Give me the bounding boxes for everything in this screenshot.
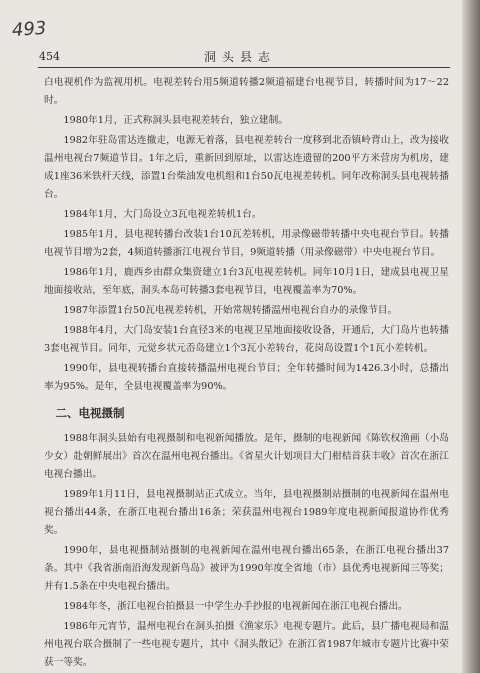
book-spine-edge	[462, 0, 480, 673]
section-heading: 二、电视摄制	[55, 406, 125, 420]
paragraph: 1985年1月，县电视转播台改装1台10瓦差转机，用录像磁带转播中央电视台节目。转播电视节目增为2套，4频道转播浙江电视台节目，9频道转播（用录像磁带）中央电视台节目。	[44, 229, 449, 258]
section-paragraph: 1990年，县电视摄制站摄制的电视新闻在温州电视台播出65条，在浙江电视台播出37条。其中《我省浙南沿海发现新鸟岛》被评为1990年度全省地（市）县优秀电视新闻三等奖；并有1.5条在中央电视台播出。	[44, 545, 449, 592]
paragraph: 1987年添置1台50瓦电视差转机，开始常规转播温州电视台自办的录像节目。	[63, 305, 398, 316]
paragraph: 1982年驻岛雷达连撤走，电源无着落，县电视差转台一度移到北岙镇岭背山上，改为接收温州电视台7频道节目。1年之后，重新回到原址，以雷达连遗留的200平方米营房为机房，建成1座36米铁杆天线，添置1台柴油发电机组和1台50瓦电视差转机。同年改称洞头县电视转播台。	[44, 135, 449, 200]
paragraph: 白电视机作为监视用机。电视差转台用5频道转播2频道福建台电视节目，转播时间为17～22时。	[44, 77, 449, 106]
paragraph: 1988年4月，大门岛安装1台直径3米的电视卫星地面接收设备，开通后，大门岛片也转播3套电视节目。同年，元觉乡状元岙岛建立1个3瓦小差转台，花岗岛设置1个1瓦小差转机。	[44, 325, 449, 354]
page-number: 454	[39, 50, 60, 63]
paragraph: 1984年1月，大门岛设立3瓦电视差转机1台。	[63, 209, 262, 220]
section-paragraph: 1984年冬，浙江电视台拍摄县一中学生办手抄报的电视新闻在浙江电视台播出。	[63, 601, 408, 612]
paragraph: 1990年，县电视转播台直接转播温州电视台节目；全年转播时间为1426.3小时，总播出率为95%。是年，全县电视覆盖率为90%。	[44, 363, 449, 392]
handwritten-page-mark: 493	[11, 17, 48, 42]
paragraph: 1986年1月，鹿西乡由群众集资建立1台3瓦电视差转机。同年10月1日，建成县电视卫星地面接收站，至年底，洞头本岛可转播3套电视节目，电视覆盖率为70%。	[44, 267, 449, 296]
section-paragraph: 1986年元宵节，温州电视台在洞头拍摄《渔家乐》电视专题片。此后，县广播电视局和温州电视台联合摄制了一些电视专题片，其中《洞头散记》在浙江省1987年城市专题片比赛中荣获一等奖。	[44, 621, 449, 668]
body-text	[44, 74, 449, 674]
running-head: 洞头县志	[203, 50, 276, 64]
paragraph: 1980年1月，正式称洞头县电视差转台，独立建制。	[63, 115, 288, 126]
section-paragraph: 1988年洞头县始有电视摄制和电视新闻播放。是年，摄制的电视新闻《陈钦权渔画（小岛少女）赴朝鲜展出》首次在温州电视台播出。《省星火计划项目大门柑桔首获丰收》首次在浙江电视台播出。	[44, 433, 449, 480]
section-paragraph: 1989年1月11日，县电视摄制站正式成立。当年，县电视摄制站摄制的电视新闻在温州电视台播出44条，在浙江电视台播出16条；荣获温州电视台1989年度电视新闻报道协作优秀奖。	[44, 489, 449, 536]
header-rule	[38, 67, 450, 68]
